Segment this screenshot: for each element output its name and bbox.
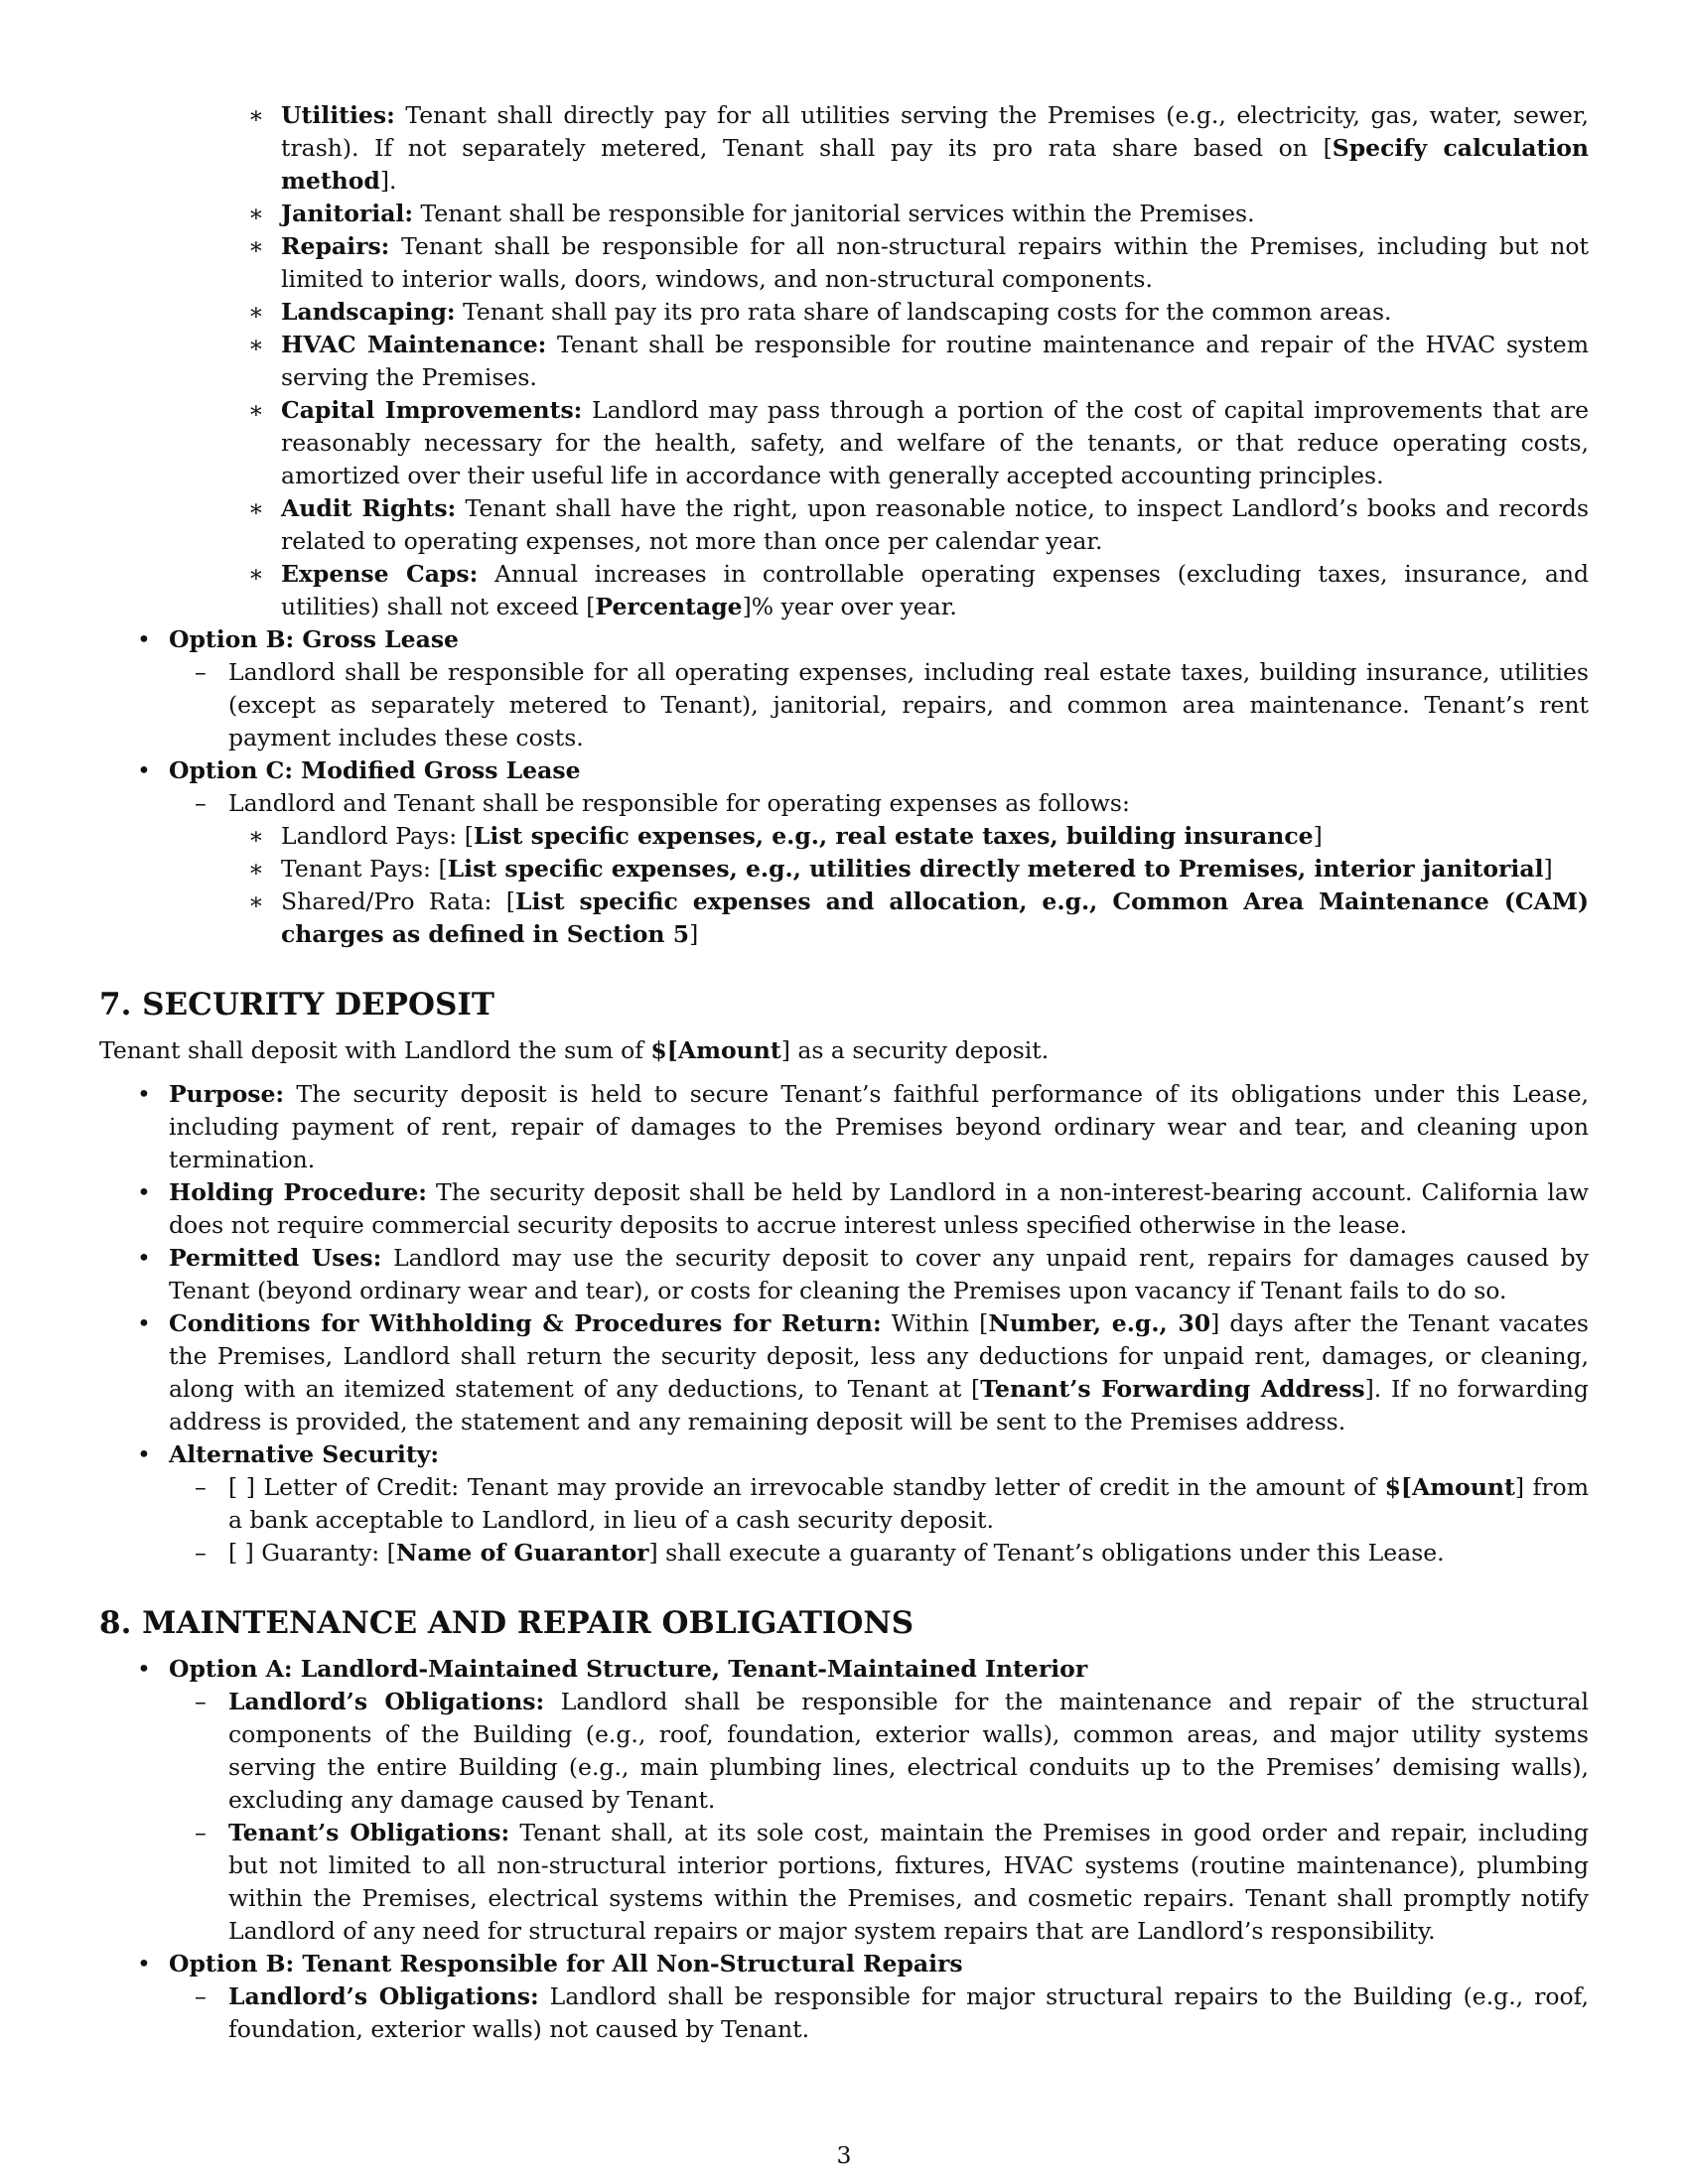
dash-marker: – (195, 658, 207, 686)
tenant-pays-item: ∗ Tenant Pays: [List specific expenses, e.g., utilities directly metered to Premises, interior janitorial] (99, 853, 1589, 886)
option-a-maintenance: • Option A: Landlord-Maintained Structure, Tenant-Maintained Interior (99, 1653, 1589, 1686)
section-8-heading: 8. MAINTENANCE AND REPAIR OBLIGATIONS (99, 1605, 914, 1641)
page-number: 3 (836, 2141, 852, 2169)
asterisk-marker: ∗ (248, 101, 264, 129)
alternative-security-item: • Alternative Security: (99, 1438, 1589, 1471)
repairs-item: ∗ Repairs: Tenant shall be responsible for all non-structural repairs within the Premises, including but not limited to interior walls, doors, windows, and non-structural components. (248, 232, 1589, 293)
audit-rights-item: ∗ Audit Rights: Tenant shall have the right, upon reasonable notice, to inspect Landlord’s books and records related to operating expenses, not more than once per calendar year. (248, 494, 1590, 555)
holding-procedure-item: • Holding Procedure: The security deposit shall be held by Landlord in a non-interest-bearing account. California law does not require commercial security deposits to accrue interest unless specified otherwise in the lease. (137, 1178, 1589, 1239)
landlord-obligations-b: – Landlord’s Obligations: Landlord shall be responsible for major structural repairs to the Building (e.g., roof, foundation, exterior walls) not caused by Tenant. (195, 1982, 1589, 2043)
bullet-marker: • (137, 756, 151, 784)
asterisk-marker: ∗ (248, 396, 264, 424)
asterisk-marker: ∗ (248, 298, 264, 326)
option-c-modified-gross-lease: • Option C: Modified Gross Lease (99, 754, 1589, 787)
asterisk-marker: ∗ (248, 331, 264, 358)
purpose-item: • Purpose: The security deposit is held to secure Tenant’s faithful performance of its obligations under this Lease, including payment of rent, repair of damages to the Premises beyond ordinary wear and tear, and cleaning upon termination. (137, 1080, 1589, 1173)
dash-marker: – (195, 1539, 207, 1567)
asterisk-marker: ∗ (248, 887, 264, 915)
asterisk-marker: ∗ (248, 232, 264, 260)
document-page (99, 99, 1589, 2046)
bullet-marker: • (137, 1244, 151, 1272)
bullet-marker: • (137, 1178, 151, 1206)
bullet-marker: • (137, 1950, 151, 1978)
asterisk-marker: ∗ (248, 560, 264, 588)
conditions-item: • Conditions for Withholding & Procedures for Return: Within [Number, e.g., 30] days after the Tenant vacates the Premises, Landlord shall return the security deposit, less any deductions for unpaid rent, damages, or cleaning, along with an itemized statement of any deductions, to Tenant at [Tenant’s Forwarding Address]. If no forwarding address is provided, the statement and any remaining deposit will be sent to the Premises address. (137, 1309, 1589, 1435)
bullet-marker: • (137, 625, 151, 653)
option-c-intro: – Landlord and Tenant shall be responsible for operating expenses as follows: (99, 787, 1589, 820)
expense-caps-item: ∗ Expense Caps: Annual increases in controllable operating expenses (excluding taxes, insurance, and utilities) shall not exceed [Percentage]% year over year. (248, 560, 1590, 620)
hvac-item: ∗ HVAC Maintenance: Tenant shall be responsible for routine maintenance and repair of the HVAC system serving the Premises. (248, 331, 1589, 391)
shared-pro-rata-item: ∗ Shared/Pro Rata: [List specific expenses and allocation, e.g., Common Area Maintenance (CAM) charges as defined in Section 5] (248, 887, 1590, 948)
asterisk-marker: ∗ (248, 855, 264, 883)
bullet-marker: • (137, 1309, 151, 1337)
asterisk-marker: ∗ (248, 200, 264, 227)
bullet-marker: • (137, 1655, 151, 1683)
landscaping-item: ∗ Landscaping: Tenant shall pay its pro rata share of landscaping costs for the common areas. (99, 296, 1589, 329)
dash-marker: – (195, 789, 207, 817)
section-7-intro: Tenant shall deposit with Landlord the sum of $[Amount] as a security deposit. (99, 1036, 1050, 1064)
option-b-text: – Landlord shall be responsible for all operating expenses, including real estate taxes, building insurance, utilities (except as separately metered to Tenant), janitorial, repairs, and common area maintenance. Tenant’s rent payment includes these costs. (195, 658, 1589, 751)
option-b-maintenance: • Option B: Tenant Responsible for All Non-Structural Repairs (99, 1948, 1589, 1980)
bullet-marker: • (137, 1440, 151, 1468)
asterisk-marker: ∗ (248, 822, 264, 850)
janitorial-item: ∗ Janitorial: Tenant shall be responsible for janitorial services within the Premises. (99, 198, 1589, 230)
utilities-item: ∗ Utilities: Tenant shall directly pay for all utilities serving the Premises (e.g., electricity, gas, water, sewer, trash). If not separately metered, Tenant shall pay its pro rata share based on [Specify calculation method]. (248, 101, 1590, 195)
dash-marker: – (195, 1473, 207, 1501)
capital-improvements-item: ∗ Capital Improvements: Landlord may pass through a portion of the cost of capital improvements that are reasonably necessary for the health, safety, and welfare of the tenants, or that reduce operating costs, amortized over their useful life in accordance with generally accepted accounting principles. (248, 396, 1590, 489)
landlord-obligations-a: – Landlord’s Obligations: Landlord shall be responsible for the maintenance and repair of the structural components of the Building (e.g., roof, foundation, exterior walls), common areas, and major utility systems serving the entire Building (e.g., main plumbing lines, electrical conduits up to the Premises’ demising walls), excluding any damage caused by Tenant. (195, 1688, 1590, 1814)
dash-marker: – (195, 1819, 207, 1846)
asterisk-marker: ∗ (248, 494, 264, 522)
bullet-marker: • (137, 1080, 151, 1108)
permitted-uses-item: • Permitted Uses: Landlord may use the security deposit to cover any unpaid rent, repairs for damages caused by Tenant (beyond ordinary wear and tear), or costs for cleaning the Premises upon vacancy if Tenant fails to do so. (137, 1244, 1589, 1304)
tenant-obligations-a: – Tenant’s Obligations: Tenant shall, at its sole cost, maintain the Premises in good order and repair, including but not limited to all non-structural interior portions, fixtures, HVAC systems (routine maintenance), plumbing within the Premises, electrical systems within the Premises, and cosmetic repairs. Tenant shall promptly notify Landlord of any need for structural repairs or major system repairs that are Landlord’s responsibility. (195, 1819, 1589, 1945)
option-b-gross-lease: • Option B: Gross Lease (99, 623, 1589, 656)
dash-marker: – (195, 1982, 207, 2010)
landlord-pays-item: ∗ Landlord Pays: [List specific expenses, e.g., real estate taxes, building insurance] (99, 820, 1589, 853)
letter-of-credit-option: – [ ] Letter of Credit: Tenant may provide an irrevocable standby letter of credit in the amount of $[Amount] from a bank acceptable to Landlord, in lieu of a cash security deposit. (195, 1473, 1589, 1534)
guaranty-option: – [ ] Guaranty: [Name of Guarantor] shall execute a guaranty of Tenant’s obligations under this Lease. (99, 1537, 1589, 1570)
section-7-heading: 7. SECURITY DEPOSIT (99, 987, 494, 1023)
dash-marker: – (195, 1688, 207, 1715)
